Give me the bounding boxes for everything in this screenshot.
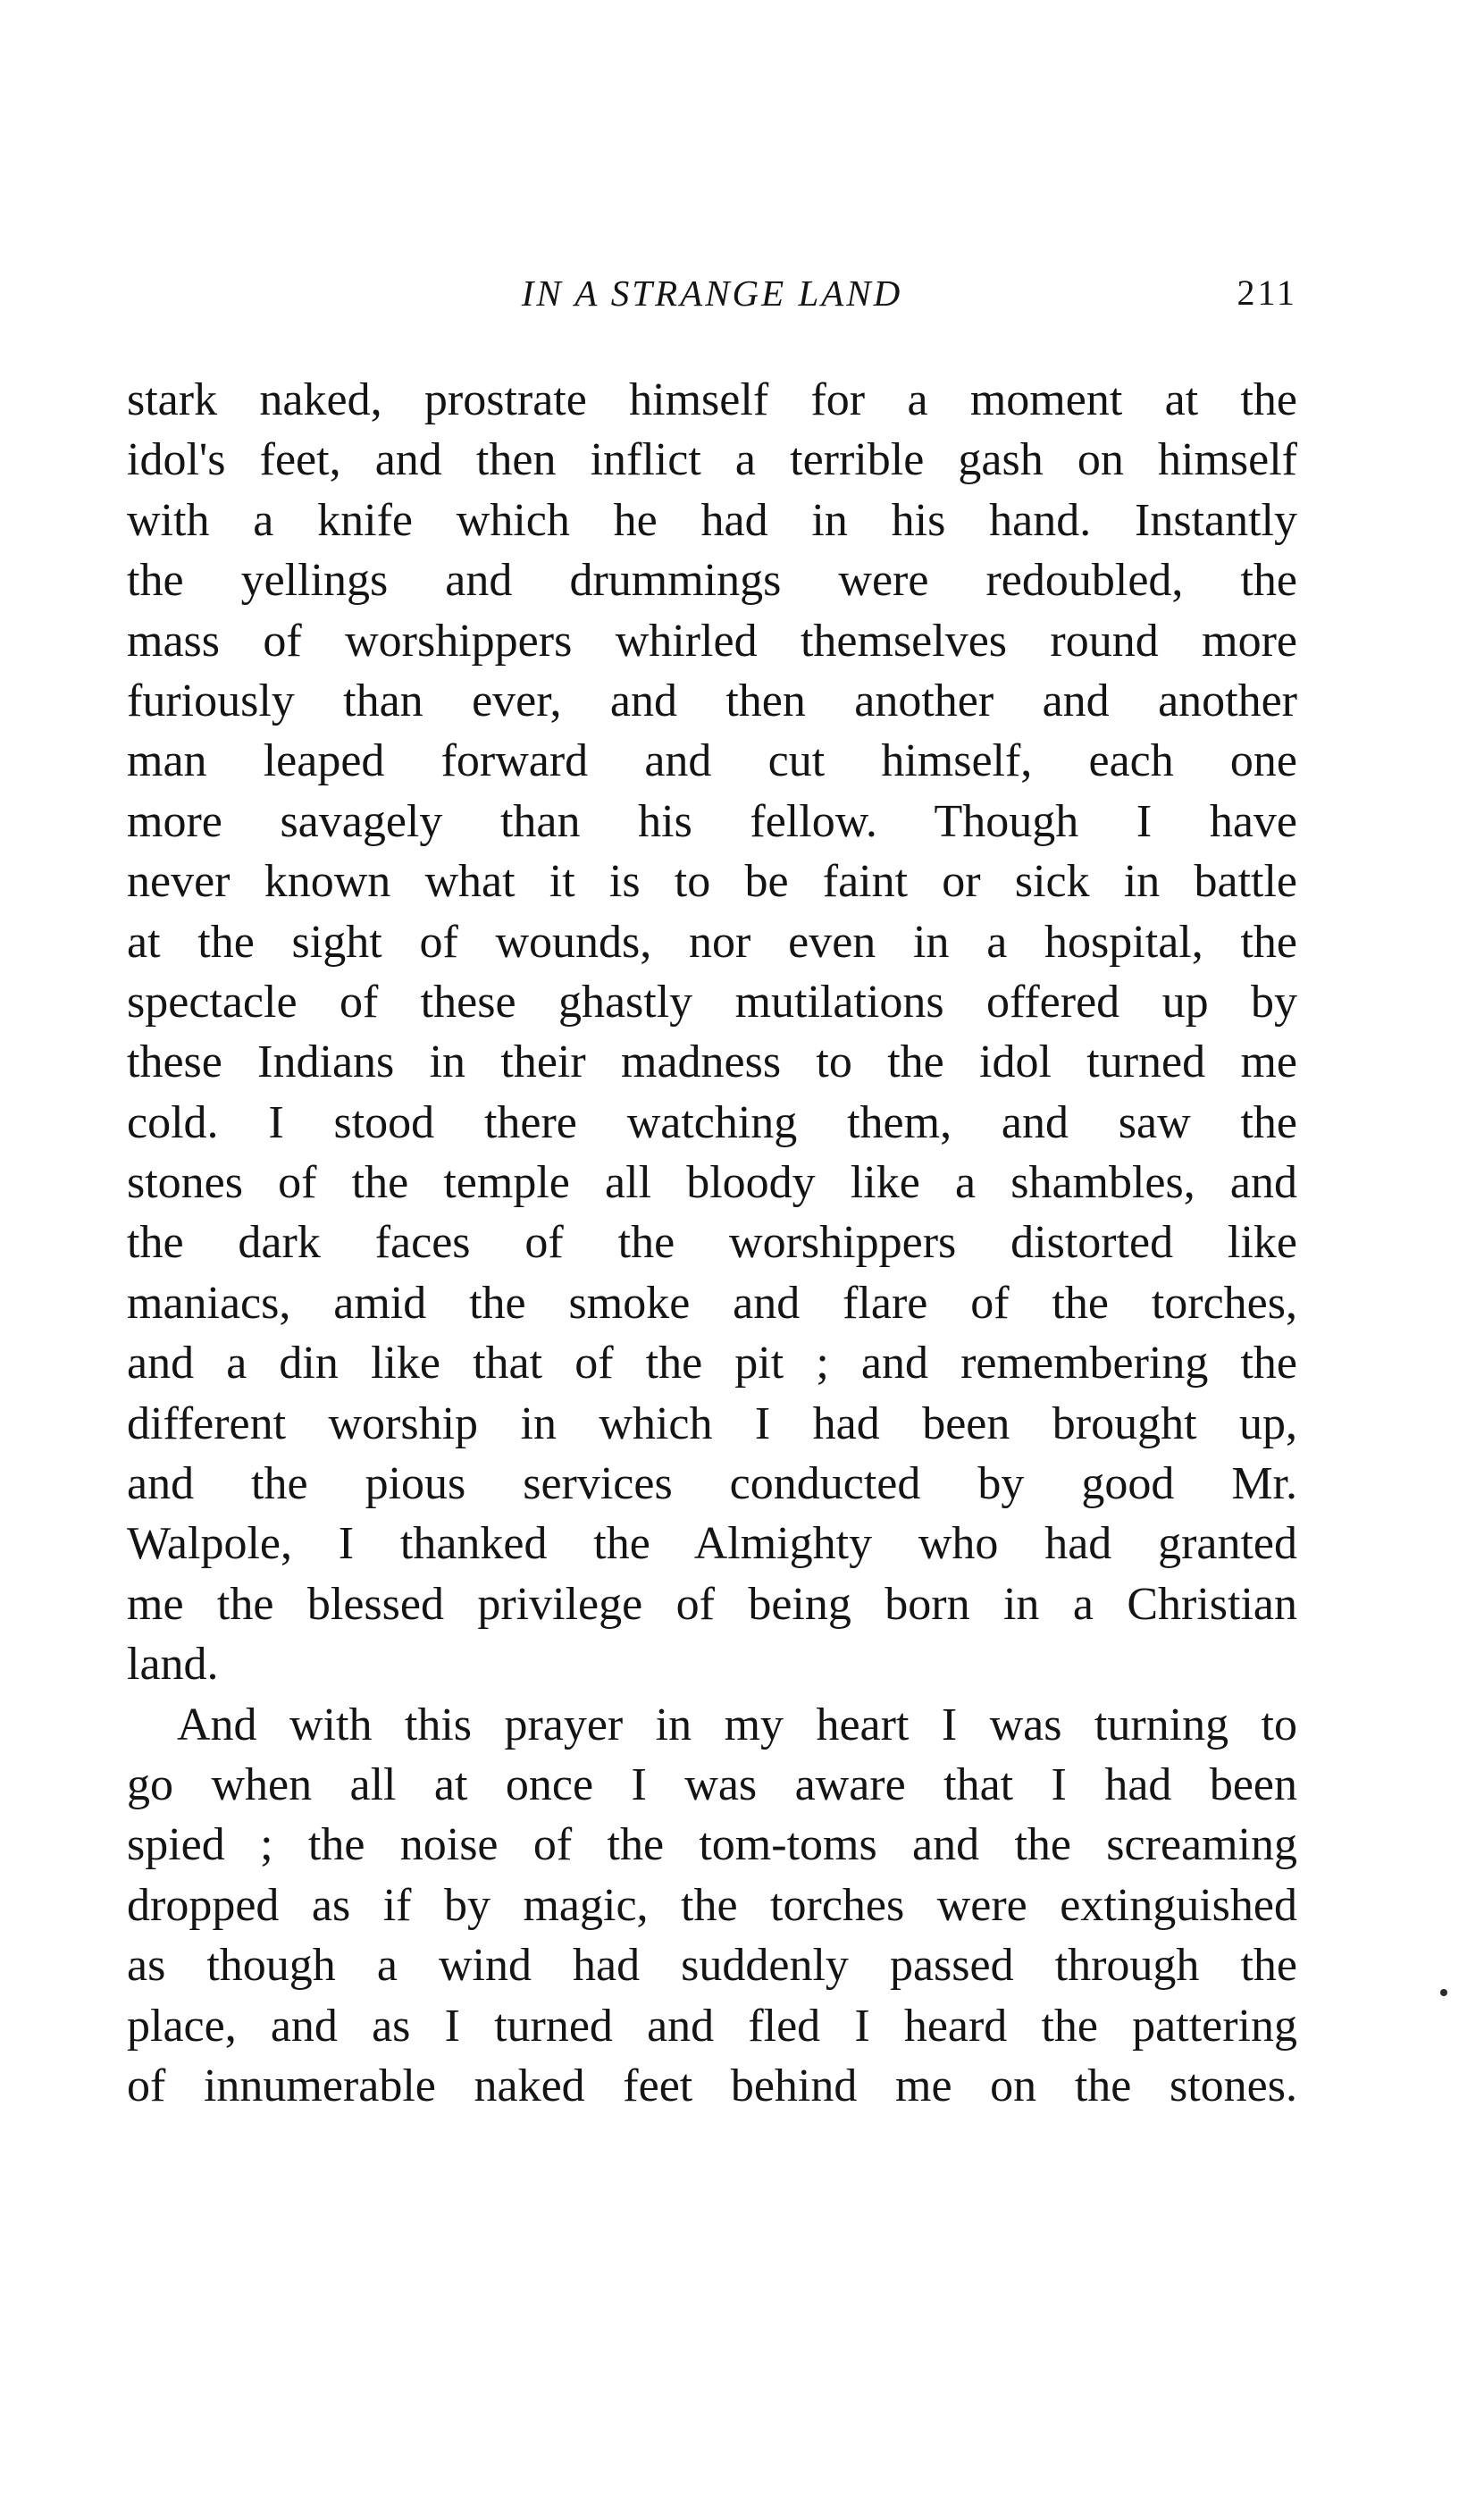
text-line: as though a wind had suddenly passed through the — [127, 1940, 1297, 1992]
text-line: land. — [127, 1639, 219, 1691]
text-line: of innumerable naked feet behind me on the stones. — [127, 2060, 1297, 2111]
text-line: the dark faces of the worshippers distorted like — [127, 1217, 1297, 1269]
paragraph-1 — [127, 370, 1297, 1695]
text-line: man leaped forward and cut himself, each one — [127, 735, 1297, 787]
text-line: place, and as I turned and fled I heard the pattering — [127, 2000, 1297, 2052]
text-line: stark naked, prostrate himself for a moment at the — [127, 374, 1297, 425]
text-line: more savagely than his fellow. Though I have — [127, 795, 1297, 847]
text-line: Walpole, I thanked the Almighty who had granted — [127, 1518, 1297, 1570]
text-line: maniacs, amid the smoke and flare of the torches, — [127, 1277, 1297, 1329]
text-line: furiously than ever, and then another and another — [127, 675, 1297, 726]
text-line: different worship in which I had been brought up, — [127, 1397, 1297, 1449]
text-line: at the sight of wounds, nor even in a hospital, the — [127, 916, 1297, 968]
text-line: me the blessed privilege of being born in a Christian — [127, 1578, 1297, 1630]
text-line: and a din like that of the pit ; and remembering the — [127, 1338, 1297, 1389]
page-number: 211 — [1237, 273, 1297, 313]
text-line: cold. I stood there watching them, and saw the — [127, 1096, 1297, 1148]
text-line: go when all at once I was aware that I had been — [127, 1758, 1297, 1810]
margin-speck — [1440, 1989, 1447, 1996]
text-line: spectacle of these ghastly mutilations offered up by — [127, 976, 1297, 1028]
text-line: spied ; the noise of the tom-toms and the screaming — [127, 1819, 1297, 1871]
text-line: dropped as if by magic, the torches were extinguished — [127, 1879, 1297, 1931]
text-line: stones of the temple all bloody like a shambles, and — [127, 1157, 1297, 1209]
text-line: never known what it is to be faint or sick in battle — [127, 856, 1297, 908]
body-text — [127, 370, 1297, 2116]
text-line: and the pious services conducted by good Mr. — [127, 1458, 1297, 1510]
text-line: And with this prayer in my heart I was turning to — [177, 1699, 1297, 1750]
paragraph-2 — [127, 1695, 1297, 2117]
text-line: these Indians in their madness to the idol turned me — [127, 1036, 1297, 1088]
text-line: the yellings and drummings were redoubled, the — [127, 555, 1297, 607]
text-line: with a knife which he had in his hand. Instantly — [127, 494, 1297, 546]
text-line: idol's feet, and then inflict a terrible gash on himself — [127, 434, 1297, 486]
running-title: IN A STRANGE LAND — [521, 273, 903, 314]
running-head — [127, 266, 1297, 320]
text-line: mass of worshippers whirled themselves round more — [127, 615, 1297, 667]
